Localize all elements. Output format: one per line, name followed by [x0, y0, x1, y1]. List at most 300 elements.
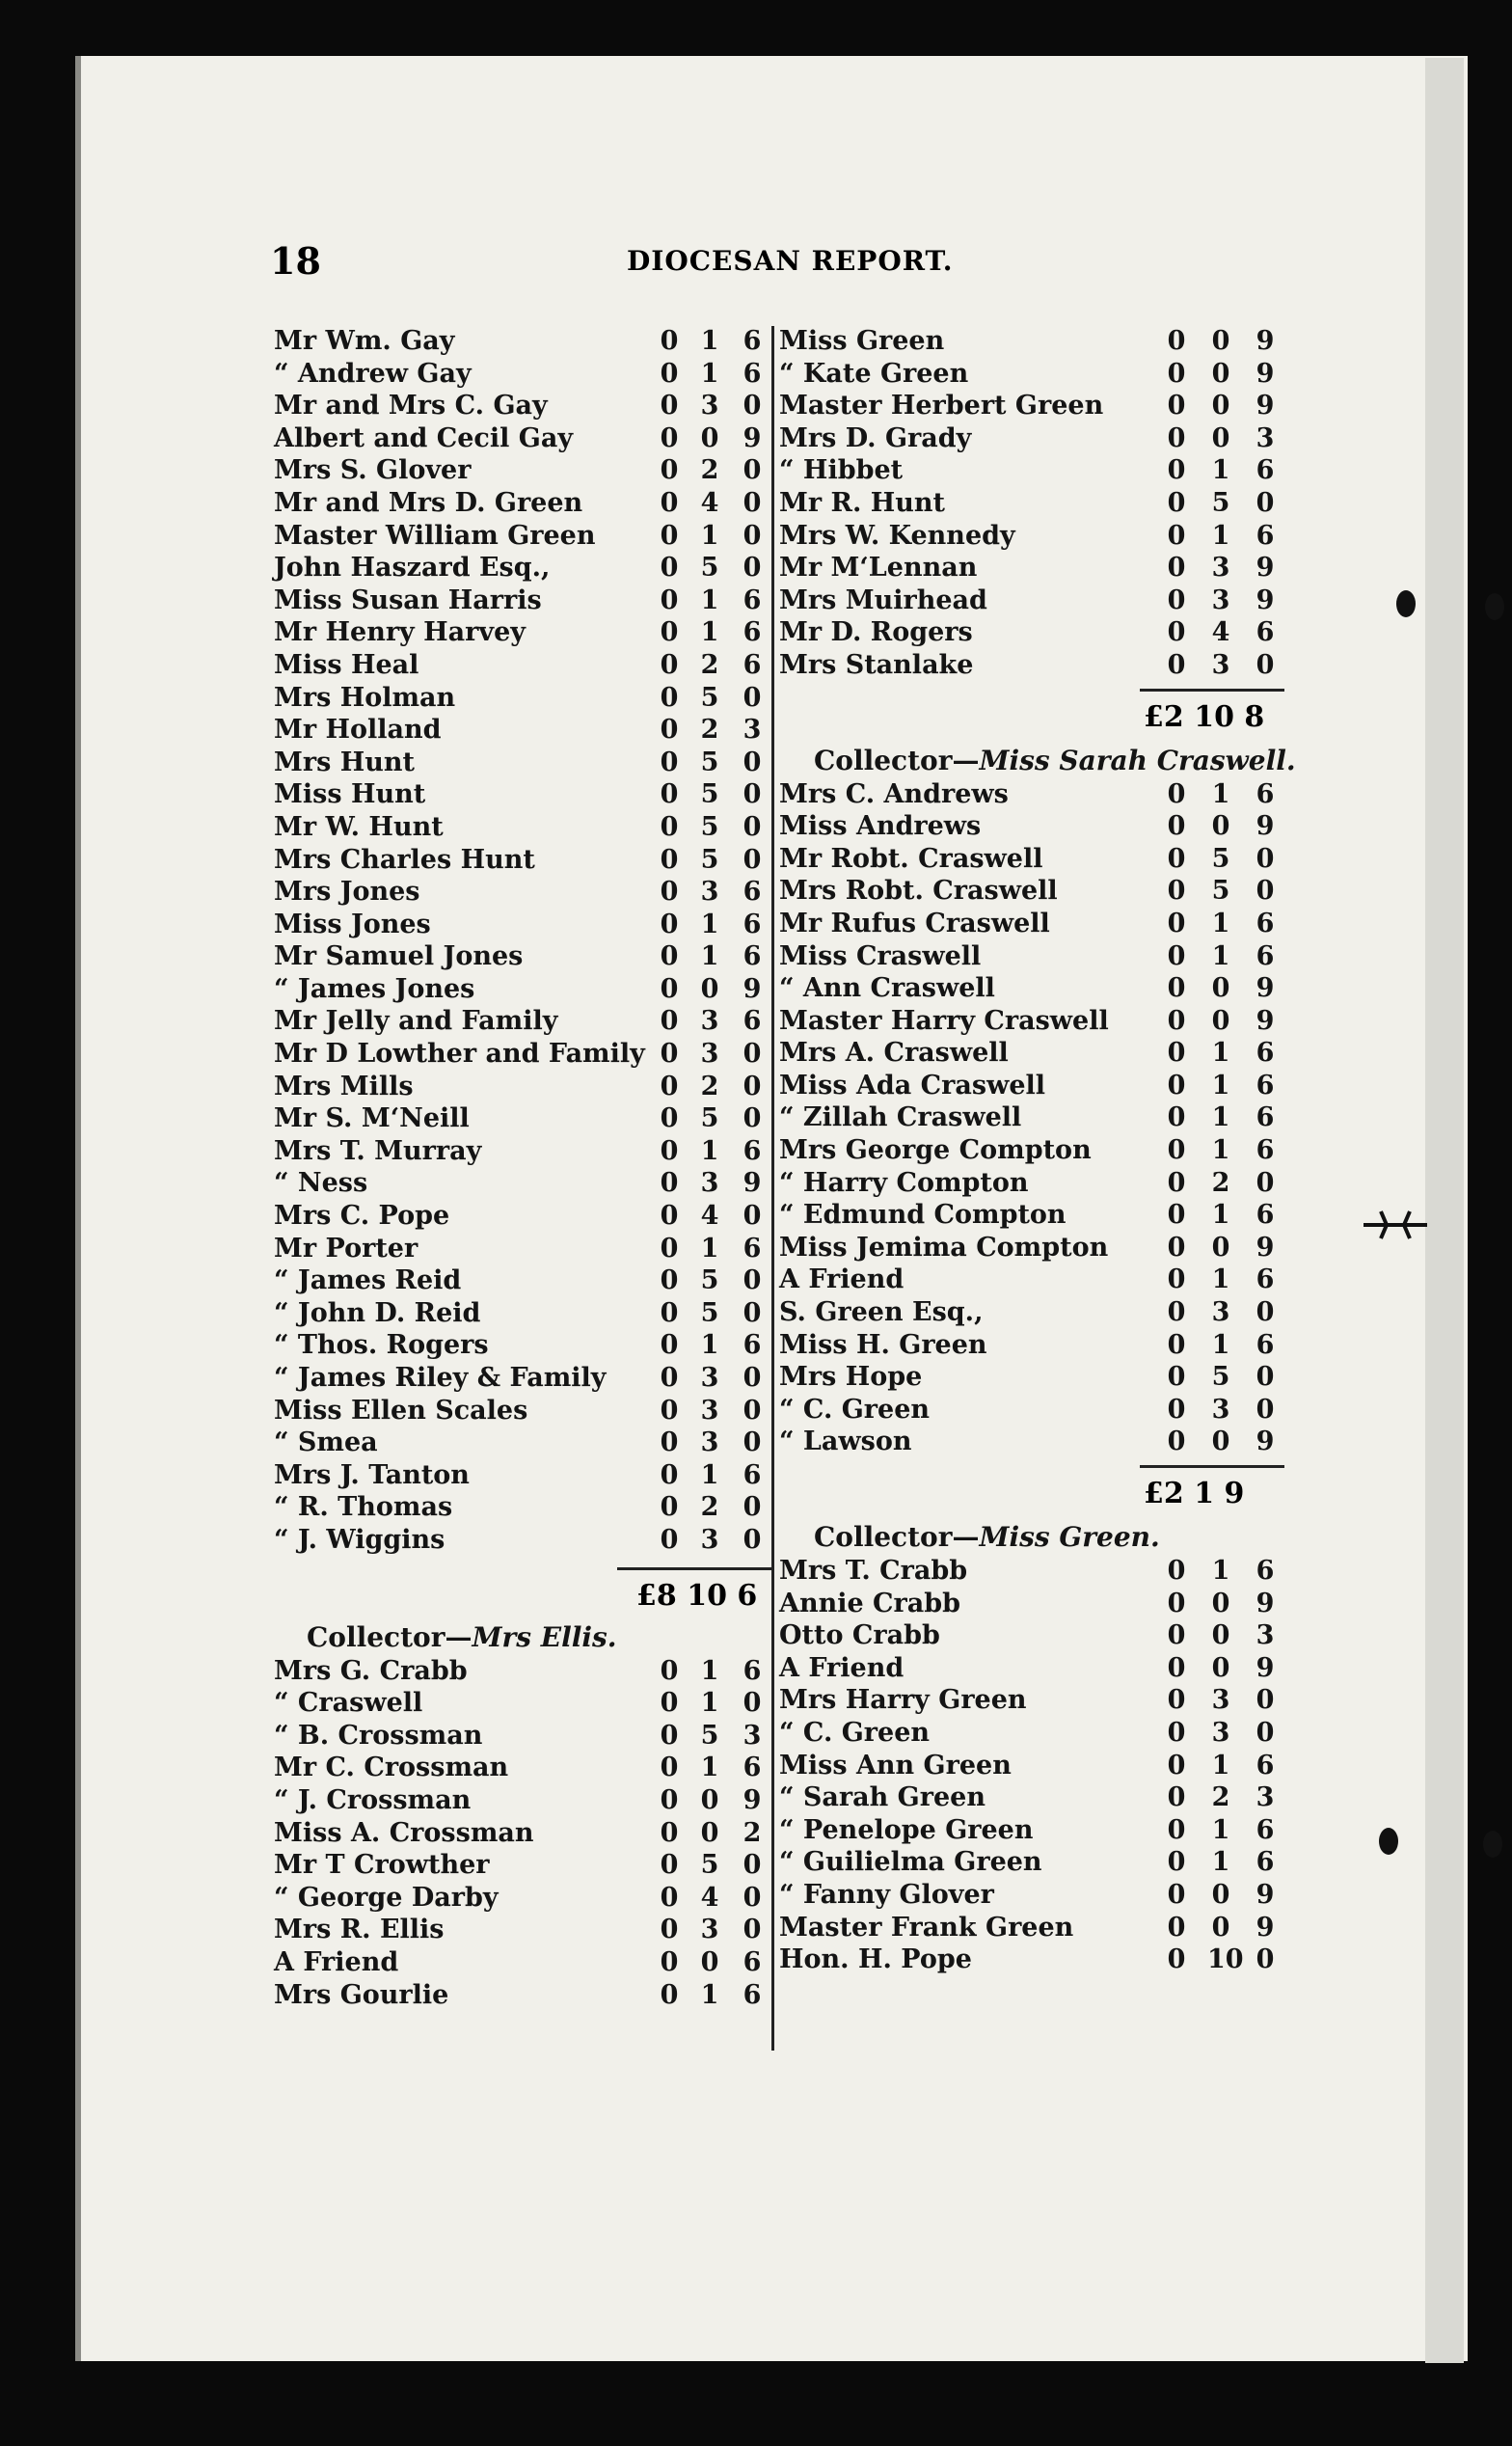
amount-pence: 0: [1256, 1717, 1275, 1748]
amount-shillings: 0: [700, 1817, 719, 1848]
amount-pence: 6: [742, 358, 762, 389]
subscriber-name: Mr D. Rogers: [779, 617, 973, 648]
subscriber-row: [274, 1298, 771, 1331]
amount-pence: 0: [1256, 843, 1275, 874]
amount-pence: 0: [742, 391, 762, 421]
amount-pounds: 0: [1167, 1685, 1186, 1716]
amount-shillings: 2: [700, 715, 719, 746]
amount-pence: 0: [742, 1688, 762, 1719]
amount-pence: 6: [742, 326, 762, 356]
amount-shillings: 1: [700, 617, 719, 648]
subscriber-row: [274, 553, 771, 585]
subscriber-name: Mr S. M‘Neill: [274, 1103, 470, 1134]
subscriber-row: [779, 1264, 1286, 1297]
amount-pounds: 0: [1167, 455, 1186, 486]
total-rule-line: [617, 1567, 771, 1570]
amount-pence: 9: [1256, 1232, 1275, 1263]
amount-pounds: 0: [660, 1265, 679, 1296]
subscriber-row: [274, 650, 771, 683]
subscriber-row: [274, 1525, 771, 1558]
subscriber-row: [779, 1395, 1286, 1427]
subscriber-row: [274, 845, 771, 878]
amount-pounds: 0: [660, 1524, 679, 1555]
subscriber-row: [274, 391, 771, 423]
subscriber-name: “ Penelope Green: [779, 1814, 1034, 1845]
amount-pounds: 0: [660, 1135, 679, 1166]
subscriber-row: [779, 326, 1286, 359]
amount-pence: 2: [742, 1817, 762, 1848]
amount-pence: 6: [742, 584, 762, 615]
amount-pounds: 0: [660, 1427, 679, 1458]
amount-shillings: 0: [700, 1946, 719, 1977]
amount-shillings: 1: [700, 1233, 719, 1264]
subscriber-row: [274, 1396, 771, 1428]
subscriber-name: Master Harry Craswell: [779, 1005, 1109, 1036]
amount-shillings: 1: [1211, 1102, 1230, 1133]
amount-pounds: 0: [660, 520, 679, 551]
amount-pounds: 0: [1167, 1232, 1186, 1263]
amount-shillings: 3: [1211, 584, 1230, 615]
subscriber-row: [274, 812, 771, 845]
collection-total: [779, 693, 1286, 739]
amount-pounds: 0: [660, 1979, 679, 2010]
amount-pence: 0: [1256, 649, 1275, 680]
amount-pounds: 0: [660, 1233, 679, 1264]
binding-hole: [1483, 1831, 1502, 1858]
subscriber-row: [779, 1297, 1286, 1330]
amount-pounds: 0: [1167, 1038, 1186, 1069]
subscriber-name: “ J. Wiggins: [274, 1524, 446, 1555]
subscriber-name: “ Craswell: [274, 1688, 423, 1719]
subscriber-name: “ C. Green: [779, 1394, 931, 1425]
amount-pounds: 0: [1167, 1329, 1186, 1360]
subscriber-name: Miss Susan Harris: [274, 584, 542, 615]
amount-pounds: 0: [1167, 1297, 1186, 1328]
subscriber-name: Mrs Stanlake: [779, 649, 974, 680]
collector-name: Mrs Ellis.: [472, 1620, 617, 1653]
subscriber-row: [274, 1363, 771, 1396]
subscriber-name: Mrs C. Pope: [274, 1201, 450, 1232]
subscriber-name: Mrs A. Craswell: [779, 1038, 1009, 1069]
amount-pence: 6: [742, 1979, 762, 2010]
amount-shillings: 1: [1211, 778, 1230, 809]
subscriber-name: Miss A. Crossman: [274, 1817, 534, 1848]
subscriber-row: [274, 1136, 771, 1169]
amount-pounds: 0: [660, 1006, 679, 1037]
amount-pence: 0: [742, 1039, 762, 1070]
amount-pence: 6: [742, 649, 762, 680]
subscriber-row: [779, 1135, 1286, 1168]
amount-pence: 6: [742, 877, 762, 908]
amount-pence: 3: [1256, 1620, 1275, 1651]
subscriber-row: [274, 488, 771, 521]
subscriber-row: [779, 1427, 1286, 1459]
subscriber-row: [274, 521, 771, 554]
amount-shillings: 4: [700, 1201, 719, 1232]
subscriber-name: Mr Samuel Jones: [274, 941, 524, 972]
subscriber-row: [274, 941, 771, 974]
amount-shillings: 0: [1211, 1652, 1230, 1683]
subscriber-row: [779, 941, 1286, 974]
amount-shillings: 1: [1211, 1070, 1230, 1101]
amount-pounds: 0: [660, 358, 679, 389]
amount-pence: 9: [742, 973, 762, 1004]
subscriber-row: [274, 455, 771, 488]
subscriber-row: [274, 1265, 771, 1298]
subscriber-name: Miss Jones: [274, 909, 431, 939]
subscriber-name: Mr and Mrs C. Gay: [274, 391, 548, 421]
amount-pence: 0: [742, 1850, 762, 1881]
amount-shillings: 1: [700, 1655, 719, 1686]
amount-pounds: 0: [660, 973, 679, 1004]
amount-pounds: 0: [1167, 778, 1186, 809]
amount-pence: 0: [742, 1103, 762, 1134]
subscriber-name: Miss Ann Green: [779, 1750, 1012, 1780]
subscriber-name: Master Herbert Green: [779, 391, 1104, 421]
amount-shillings: 3: [700, 877, 719, 908]
amount-shillings: 1: [1211, 1847, 1230, 1878]
subscriber-row: [274, 1915, 771, 1947]
subscriber-row: [274, 1947, 771, 1980]
subscriber-name: “ Zillah Craswell: [779, 1102, 1022, 1133]
subscriber-row: [779, 423, 1286, 456]
subscriber-row: [779, 1815, 1286, 1848]
amount-pounds: 0: [1167, 1167, 1186, 1198]
subscriber-name: Mrs J. Tanton: [274, 1459, 470, 1490]
subscriber-row: [779, 779, 1286, 812]
subscriber-row: [779, 1620, 1286, 1653]
subscriber-row: [779, 617, 1286, 650]
subscriber-row: [779, 1006, 1286, 1039]
subscriber-name: Mrs T. Crabb: [779, 1556, 968, 1586]
subscriber-name: Mr Porter: [274, 1233, 418, 1264]
amount-shillings: 3: [700, 1524, 719, 1555]
collector-heading: [779, 743, 1296, 779]
amount-pence: 6: [742, 1459, 762, 1490]
amount-pence: 6: [1256, 940, 1275, 971]
subscriber-row: [274, 1006, 771, 1039]
amount-shillings: 1: [1211, 1814, 1230, 1845]
amount-shillings: 1: [1211, 1038, 1230, 1069]
subscriber-name: Mr Jelly and Family: [274, 1006, 558, 1037]
amount-shillings: 0: [700, 1784, 719, 1815]
amount-shillings: 1: [700, 941, 719, 972]
amount-pounds: 0: [660, 844, 679, 875]
amount-shillings: 2: [1211, 1167, 1230, 1198]
collector-label: Collector—: [307, 1620, 472, 1653]
subscriber-row: [274, 1753, 771, 1785]
amount-pounds: 0: [660, 941, 679, 972]
subscriber-row: [274, 359, 771, 392]
amount-shillings: 0: [700, 973, 719, 1004]
amount-shillings: 1: [1211, 455, 1230, 486]
spacer: [274, 1558, 771, 1567]
amount-shillings: 3: [700, 391, 719, 421]
subscriber-row: [274, 1688, 771, 1721]
amount-pounds: 0: [1167, 973, 1186, 1004]
subscriber-name: Mr T Crowther: [274, 1850, 490, 1881]
subscriber-row: [779, 1233, 1286, 1265]
amount-pounds: 0: [1167, 1782, 1186, 1813]
amount-pounds: 0: [660, 1882, 679, 1913]
amount-shillings: 3: [700, 1168, 719, 1199]
subscriber-name: “ James Reid: [274, 1265, 462, 1296]
amount-pence: 0: [742, 1201, 762, 1232]
binding-hole: [1379, 1828, 1398, 1855]
subscriber-name: Mr R. Hunt: [779, 487, 945, 518]
amount-pence: 0: [1256, 1297, 1275, 1328]
amount-pence: 9: [1256, 326, 1275, 356]
amount-pounds: 0: [1167, 1847, 1186, 1878]
subscriber-name: A Friend: [779, 1264, 904, 1295]
amount-pounds: 0: [660, 747, 679, 777]
amount-shillings: 0: [1211, 1912, 1230, 1943]
amount-pounds: 0: [660, 649, 679, 680]
amount-shillings: 3: [700, 1039, 719, 1070]
subscriber-row: [779, 844, 1286, 877]
subscriber-name: “ C. Green: [779, 1717, 931, 1748]
amount-shillings: 5: [700, 1850, 719, 1881]
subscriber-row: [779, 359, 1286, 392]
page-edge: [1425, 58, 1464, 2363]
amount-shillings: 10: [1207, 1944, 1244, 1975]
subscriber-name: Miss H. Green: [779, 1329, 987, 1360]
amount-pence: 9: [1256, 1427, 1275, 1457]
subscriber-row: [274, 1785, 771, 1818]
amount-shillings: 0: [1211, 1588, 1230, 1618]
subscriber-row: [779, 1685, 1286, 1718]
subscriber-row: [779, 1330, 1286, 1363]
subscriber-name: A Friend: [779, 1652, 904, 1683]
amount-pence: 9: [742, 422, 762, 453]
amount-pounds: 0: [660, 877, 679, 908]
subscriber-row: [274, 1883, 771, 1916]
subscriber-name: Mr Robt. Craswell: [779, 843, 1043, 874]
collection-total: [274, 1571, 771, 1617]
subscriber-row: [274, 974, 771, 1007]
amount-pence: 6: [1256, 1038, 1275, 1069]
subscriber-name: “ B. Crossman: [274, 1720, 483, 1751]
amount-pence: 3: [742, 1720, 762, 1751]
subscriber-row: [274, 715, 771, 747]
amount-pounds: 0: [1167, 1652, 1186, 1683]
amount-pence: 0: [742, 747, 762, 777]
collector-name: Miss Green.: [979, 1521, 1160, 1553]
amount-pounds: 0: [1167, 391, 1186, 421]
subscriber-name: Master William Green: [274, 520, 596, 551]
amount-shillings: 1: [700, 1979, 719, 2010]
amount-pounds: 0: [660, 811, 679, 842]
amount-pounds: 0: [660, 1071, 679, 1101]
amount-pence: 0: [1256, 1685, 1275, 1716]
amount-shillings: 0: [1211, 1427, 1230, 1457]
subscriber-name: Hon. H. Pope: [779, 1944, 972, 1975]
binding-clip-icon: [1362, 1206, 1429, 1244]
subscriber-name: Mr C. Crossman: [274, 1753, 509, 1783]
subscriber-row: [274, 1234, 771, 1266]
amount-shillings: 1: [1211, 908, 1230, 938]
amount-shillings: 3: [700, 1427, 719, 1458]
subscriber-name: “ Andrew Gay: [274, 358, 472, 389]
amount-pence: 9: [1256, 1652, 1275, 1683]
subscriber-name: Mrs Muirhead: [779, 584, 987, 615]
subscriber-row: [274, 1201, 771, 1234]
amount-shillings: 5: [700, 811, 719, 842]
amount-shillings: 1: [700, 1135, 719, 1166]
amount-pence: 9: [1256, 1879, 1275, 1910]
amount-pence: 6: [742, 1135, 762, 1166]
total-amount: £2 10 8: [1144, 699, 1265, 734]
subscriber-name: John Haszard Esq.,: [274, 553, 551, 584]
amount-shillings: 2: [1211, 1782, 1230, 1813]
amount-shillings: 0: [1211, 1232, 1230, 1263]
subscriber-name: “ Sarah Green: [779, 1782, 986, 1813]
subscriber-name: “ J. Crossman: [274, 1784, 472, 1815]
amount-pence: 0: [1256, 1394, 1275, 1425]
subscriber-name: “ Ness: [274, 1168, 368, 1199]
amount-pence: 3: [1256, 422, 1275, 453]
subscriber-row: [274, 1980, 771, 2013]
subscriber-name: “ Lawson: [779, 1427, 912, 1457]
subscriber-row: [779, 1913, 1286, 1945]
subscriber-row: [779, 391, 1286, 423]
amount-pounds: 0: [660, 682, 679, 713]
subscriber-row: [274, 1072, 771, 1104]
collector-label: Collector—: [814, 1521, 980, 1553]
amount-pounds: 0: [1167, 1944, 1186, 1975]
amount-shillings: 5: [700, 844, 719, 875]
subscriber-row: [779, 973, 1286, 1006]
amount-pounds: 0: [660, 1039, 679, 1070]
collector-heading: [274, 1619, 771, 1656]
amount-shillings: 0: [1211, 391, 1230, 421]
amount-pounds: 0: [1167, 843, 1186, 874]
amount-pence: 0: [1256, 1362, 1275, 1393]
amount-pounds: 0: [1167, 584, 1186, 615]
amount-pounds: 0: [1167, 1588, 1186, 1618]
subscriber-name: Albert and Cecil Gay: [274, 422, 574, 453]
collection-total: [779, 1469, 1286, 1515]
subscriber-name: Mr W. Hunt: [274, 811, 444, 842]
subscriber-name: Mr Wm. Gay: [274, 326, 455, 356]
amount-pounds: 0: [660, 326, 679, 356]
amount-shillings: 0: [1211, 973, 1230, 1004]
amount-pence: 9: [742, 1168, 762, 1199]
amount-pounds: 0: [1167, 1264, 1186, 1295]
collector-heading: [779, 1519, 1286, 1556]
subscriber-row: [779, 585, 1286, 618]
amount-shillings: 2: [700, 455, 719, 486]
amount-pounds: 0: [660, 1395, 679, 1426]
amount-pence: 6: [1256, 520, 1275, 551]
amount-pounds: 0: [660, 584, 679, 615]
subscriber-row: [274, 1460, 771, 1493]
amount-shillings: 1: [1211, 1200, 1230, 1231]
amount-pounds: 0: [660, 1168, 679, 1199]
amount-pence: 9: [1256, 358, 1275, 389]
amount-shillings: 0: [1211, 326, 1230, 356]
amount-shillings: 1: [700, 1688, 719, 1719]
amount-pence: 9: [1256, 1005, 1275, 1036]
amount-shillings: 5: [1211, 487, 1230, 518]
amount-pounds: 0: [1167, 1814, 1186, 1845]
amount-pence: 6: [742, 1330, 762, 1361]
subscriber-name: “ Hibbet: [779, 455, 904, 486]
subscriber-name: Mrs C. Andrews: [779, 778, 1009, 809]
subscriber-row: [779, 521, 1286, 554]
amount-shillings: 5: [700, 682, 719, 713]
subscriber-name: Mrs T. Murray: [274, 1135, 482, 1166]
subscriber-name: Mr Henry Harvey: [274, 617, 526, 648]
amount-shillings: 3: [1211, 649, 1230, 680]
amount-pence: 6: [1256, 1814, 1275, 1845]
amount-shillings: 4: [1211, 617, 1230, 648]
amount-pence: 6: [1256, 1135, 1275, 1166]
amount-pounds: 0: [1167, 1102, 1186, 1133]
amount-pence: 0: [742, 1363, 762, 1393]
amount-shillings: 1: [1211, 1556, 1230, 1586]
amount-pence: 0: [742, 1427, 762, 1458]
amount-pence: 0: [742, 1882, 762, 1913]
amount-pounds: 0: [660, 1817, 679, 1848]
amount-pence: 6: [742, 1233, 762, 1264]
amount-shillings: 0: [1211, 1879, 1230, 1910]
amount-pounds: 0: [660, 909, 679, 939]
subscriber-row: [274, 326, 771, 359]
subscriber-name: Mrs G. Crabb: [274, 1655, 468, 1686]
amount-pounds: 0: [660, 1201, 679, 1232]
amount-shillings: 0: [1211, 811, 1230, 842]
amount-pence: 0: [742, 487, 762, 518]
amount-pence: 0: [1256, 876, 1275, 907]
subscriber-row: [274, 747, 771, 780]
amount-pounds: 0: [1167, 487, 1186, 518]
subscriber-name: Miss Heal: [274, 649, 419, 680]
amount-pounds: 0: [1167, 1362, 1186, 1393]
amount-pounds: 0: [1167, 617, 1186, 648]
amount-pence: 6: [1256, 1102, 1275, 1133]
amount-pence: 6: [1256, 1750, 1275, 1780]
amount-pounds: 0: [660, 487, 679, 518]
subscriber-row: [779, 909, 1286, 941]
subscriber-name: “ R. Thomas: [274, 1492, 453, 1523]
amount-shillings: 1: [700, 584, 719, 615]
amount-shillings: 1: [700, 520, 719, 551]
subscriber-row: [274, 910, 771, 942]
subscriber-row: [274, 1039, 771, 1072]
amount-pounds: 0: [660, 455, 679, 486]
amount-pounds: 0: [1167, 876, 1186, 907]
amount-shillings: 1: [700, 1753, 719, 1783]
amount-pence: 9: [1256, 973, 1275, 1004]
amount-pence: 6: [742, 1006, 762, 1037]
amount-pounds: 0: [660, 1103, 679, 1134]
total-rule-line: [1140, 689, 1284, 692]
amount-pence: 6: [742, 1946, 762, 1977]
amount-pence: 0: [742, 844, 762, 875]
subscriber-name: Miss Hunt: [274, 779, 426, 810]
page-number: 18: [270, 239, 321, 283]
amount-shillings: 3: [700, 1915, 719, 1945]
subscriber-name: Miss Andrews: [779, 811, 982, 842]
amount-pounds: 0: [1167, 553, 1186, 584]
amount-shillings: 0: [1211, 1620, 1230, 1651]
subscriber-name: Mrs R. Ellis: [274, 1915, 445, 1945]
amount-pounds: 0: [1167, 1394, 1186, 1425]
amount-pounds: 0: [1167, 649, 1186, 680]
amount-pence: 3: [742, 715, 762, 746]
amount-pounds: 0: [660, 1655, 679, 1686]
